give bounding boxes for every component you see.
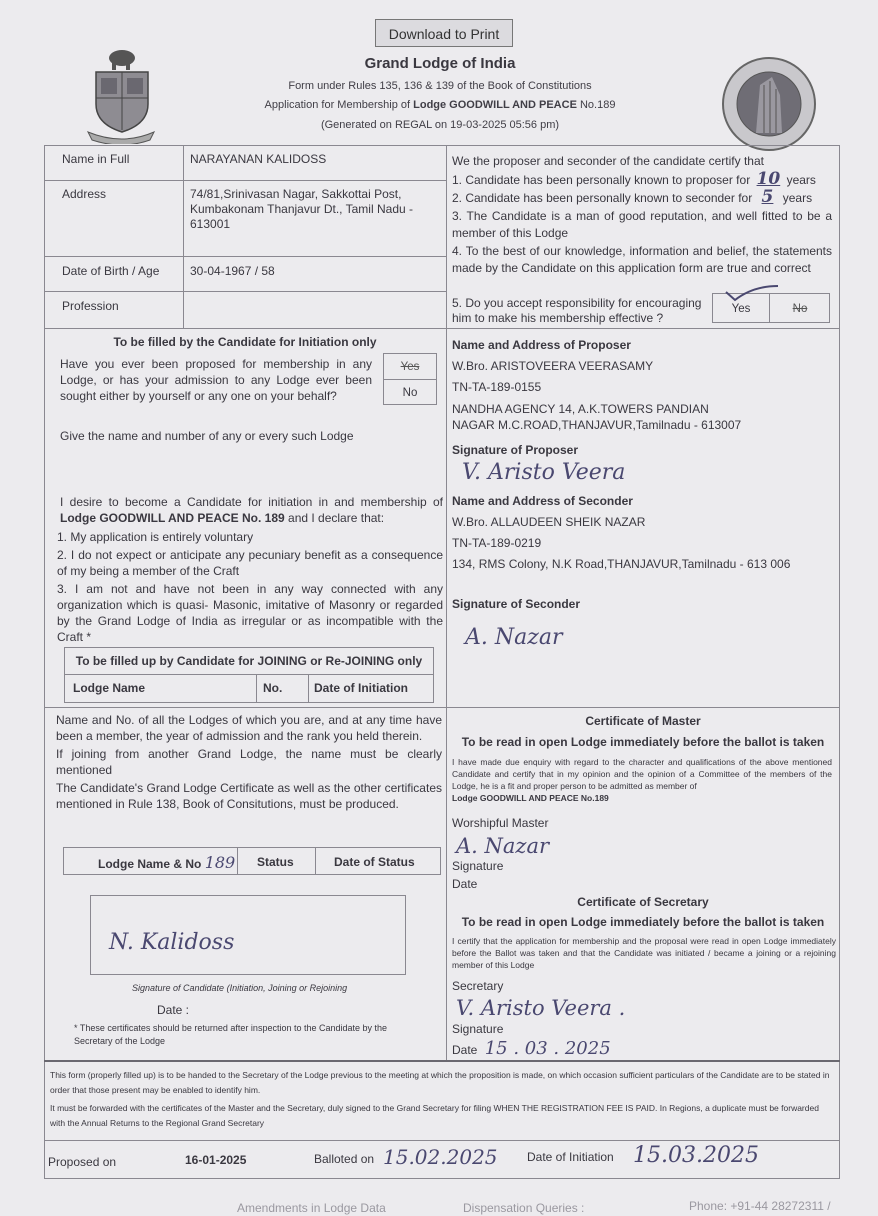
- initiation-yes-struck[interactable]: Yes: [400, 361, 420, 373]
- master-cert-title: Certificate of Master: [585, 714, 701, 728]
- certificates-footnote: * These certificates should be returned after inspection to the Candidate by the Secretary of the Lodge: [74, 1023, 388, 1046]
- desire-prefix: I desire to become a Candidate for initiation in and membership of: [60, 495, 443, 509]
- desire-suffix: and I declare that:: [284, 511, 385, 525]
- proposer-id: TN-TA-189-0155: [452, 380, 542, 394]
- secretary-cert-body: I certify that the application for membership and the proposal were read in open Lodge immediately before the Ballot was taken and that the Candidate was initiated / became a joining or a rejoining member of this Lodge: [452, 936, 836, 970]
- col-divider: [256, 674, 257, 702]
- col-date-status: Date of Status: [334, 855, 415, 869]
- secretary-date: [452, 1038, 611, 1059]
- rules-line: Form under Rules 135, 136 & 139 of the Book of Constitutions: [288, 80, 592, 92]
- col-status: Status: [257, 855, 294, 869]
- generated-line: (Generated on REGAL on 19-03-2025 05:56 pm): [320, 119, 560, 131]
- certificate-text: The Candidate's Grand Lodge Certificate as well as the other certificates mentioned in Rule 138, Book of Consitutions, must be produced.: [56, 781, 442, 811]
- another-grand-lodge-text: If joining from another Grand Lodge, the name must be clearly mentioned: [56, 747, 442, 777]
- certify-item-3: 3. The Candidate is a man of good reputation, and well fitted to be a member of this Lodge: [452, 208, 832, 240]
- responsibility-yes[interactable]: Yes: [731, 303, 751, 315]
- profession-label: Profession: [62, 299, 119, 313]
- footer-note-2: It must be forwarded with the certificates of the Master and the Secretary, duly signed to the Grand Secretary for filing WHEN THE REGISTRATION FEE IS PAID. In Regions, a duplicate must be forwarded with the Annual Returns to the Regional Grand Secretary: [50, 1103, 819, 1128]
- grand-lodge-crest-logo: [86, 46, 156, 144]
- date-of-initiation-value: 15.03.2025: [633, 1143, 759, 1168]
- secretary-signature: V. Aristo Veera .: [456, 996, 626, 1020]
- declaration-2: 2. I do not expect or anticipate any pecuniary benefit as a consequence of my being a member of the Craft: [57, 548, 443, 578]
- responsibility-no-struck[interactable]: No: [792, 303, 808, 315]
- proposer-address: NANDHA AGENCY 14, A.K.TOWERS PANDIAN NAGAR M.C.ROAD,THANJAVUR,Tamilnadu - 613007: [452, 402, 742, 432]
- address-label: Address: [62, 187, 107, 201]
- seconder-signature-label: Signature of Seconder: [452, 597, 581, 611]
- declaration-1: 1. My application is entirely voluntary: [57, 530, 254, 544]
- master-cert-subtitle: To be read in open Lodge immediately before the ballot is taken: [461, 735, 825, 749]
- dob-value: 30-04-1967 / 58: [190, 264, 275, 278]
- seconder-signature: A. Nazar: [465, 625, 563, 650]
- master-signature-label: Signature: [452, 859, 504, 873]
- proposed-on-value: 16-01-2025: [185, 1153, 247, 1167]
- seconder-section: [452, 494, 837, 572]
- joining-heading: To be filled up by Candidate for JOINING or Re-JOINING only: [75, 654, 423, 668]
- responsibility-choice: [712, 293, 830, 323]
- item1-text: 1. Candidate has been personally known to proposer for: [452, 172, 751, 187]
- joining-table: [64, 647, 434, 703]
- section-divider: [44, 1140, 840, 1141]
- col-divider: [237, 848, 238, 874]
- master-date-label: Date: [452, 877, 478, 891]
- candidate-date-label: Date :: [157, 1003, 190, 1017]
- master-signature: A. Nazar: [456, 834, 550, 858]
- application-prefix: Application for Membership of: [264, 99, 414, 111]
- proposed-on-label: Proposed on: [48, 1155, 117, 1169]
- signature-caption: Signature of Candidate (Initiation, Joining or Rejoining: [132, 983, 348, 993]
- seconder-name: W.Bro. ALLAUDEEN SHEIK NAZAR: [452, 515, 646, 529]
- initiation-question: Have you ever been proposed for membership in any Lodge, or has your admission to any Lodge ever been sought either by yourself or any one on your behalf?: [60, 357, 372, 403]
- page-title: Grand Lodge of India: [364, 55, 516, 72]
- declarations-list: [57, 529, 443, 645]
- col-date-initiation: Date of Initiation: [314, 681, 408, 695]
- item2-suffix: years: [782, 191, 813, 205]
- row-divider: [44, 291, 446, 292]
- certify-item-2: [452, 189, 832, 208]
- dispensation-queries-link[interactable]: Dispensation Queries :: [463, 1201, 585, 1215]
- footer-note-1: This form (properly filled up) is to be handed to the Secretary of the Lodge previous to the meeting at which the proposition is made, on which occasion sufficient particulars of the Candidate are to be stated in order that those present may be enabled to identify him.: [50, 1070, 830, 1095]
- choice-divider: [384, 379, 436, 380]
- master-cert-text: I have made due enquiry with regard to the character and qualifications of the above mentioned Candidate and certify that in my opinion and the opinion of a Committee of the members of the Lodge, he is a fit and proper person to be admitted as member of: [452, 757, 832, 791]
- item1-suffix: years: [786, 172, 816, 187]
- proposer-name: W.Bro. ARISTOVEERA VEERASAMY: [452, 359, 654, 373]
- address-value: 74/81,Srinivasan Nagar, Sakkottai Post, Kumbakonam Thanjavur Dt., Tamil Nadu - 613001: [190, 187, 413, 231]
- status-table: [63, 847, 441, 875]
- balloted-on-value: 15.02.2025: [383, 1145, 498, 1169]
- section-divider: [44, 1060, 840, 1062]
- certify-section: [452, 153, 832, 278]
- application-line: [200, 99, 680, 111]
- row-divider: [65, 674, 433, 675]
- seconder-years-value: 5: [761, 187, 774, 207]
- candidate-signature: N. Kalidoss: [109, 930, 235, 955]
- col-divider: [315, 848, 316, 874]
- initiation-choice: [383, 353, 437, 405]
- master-cert-lodge: Lodge GOODWILL AND PEACE No.189: [452, 793, 609, 803]
- balloted-on-label: Balloted on: [314, 1152, 375, 1166]
- secretary-signature-label: Signature: [452, 1022, 504, 1036]
- col-no: No.: [263, 681, 283, 695]
- row-divider: [44, 256, 446, 257]
- checkmark-icon: [723, 282, 783, 304]
- proposer-section: [452, 338, 837, 433]
- date-of-initiation-label: Date of Initiation: [527, 1150, 614, 1164]
- amendments-link[interactable]: Amendments in Lodge Data: [237, 1201, 386, 1215]
- col-divider: [308, 674, 309, 702]
- download-to-print-button[interactable]: Download to Print: [375, 19, 513, 47]
- candidate-signature-box: [90, 895, 406, 975]
- lodge-no-handwritten: 189: [204, 853, 236, 872]
- initiation-no[interactable]: No: [402, 387, 418, 399]
- seconder-id: TN-TA-189-0219: [452, 536, 542, 550]
- name-label: Name in Full: [62, 152, 130, 166]
- certify-item-5: 5. Do you accept responsibility for encouraging him to make his membership effective ?: [452, 296, 702, 325]
- seconder-heading: Name and Address of Seconder: [452, 494, 633, 508]
- joining-notes: [56, 712, 442, 812]
- lodge-name-no-label: Lodge Name & No: [98, 857, 202, 871]
- proposer-heading: Name and Address of Proposer: [452, 338, 631, 352]
- proposer-signature: V. Aristo Veera: [462, 460, 626, 485]
- name-value: NARAYANAN KALIDOSS: [190, 152, 327, 166]
- secretary-cert-subtitle: To be read in open Lodge immediately before the ballot is taken: [461, 915, 825, 929]
- proposer-signature-label: Signature of Proposer: [452, 443, 579, 457]
- initiation-heading: To be filled by the Candidate for Initiation only: [113, 335, 377, 349]
- master-cert-body: [452, 756, 832, 804]
- lodge-name: Lodge GOODWILL AND PEACE: [413, 99, 577, 111]
- certify-item-4: 4. To the best of our knowledge, information and belief, the statements made by the Candidate on this application form are true and correct: [452, 243, 832, 275]
- phone-text: Phone: +91-44 28272311 /: [689, 1199, 831, 1213]
- certify-intro: We the proposer and seconder of the candidate certify that: [452, 154, 764, 168]
- row-divider: [44, 180, 446, 181]
- lodges-text: Name and No. of all the Lodges of which you are, and at any time have been a member, the year of admission and the rank you held therein.: [56, 713, 442, 743]
- declaration-3: 3. I am not and have not been in any way connected with any organization which is quasi- Masonic, imitative of Masonry or regarded by the Grand Lodge of India as irregular or as incompatible with the Craft *: [57, 582, 443, 644]
- label-divider: [183, 145, 184, 328]
- col-lodge-name: Lodge Name: [73, 681, 146, 695]
- secretary-role: Secretary: [452, 979, 504, 993]
- desire-statement: [60, 494, 443, 526]
- proposer-years-value: 10: [756, 168, 781, 189]
- section-divider: [44, 328, 840, 329]
- give-name-text: Give the name and number of any or every such Lodge: [60, 429, 354, 443]
- col-lodge-name-no: [98, 855, 235, 872]
- secretary-date-value: 15 . 03 . 2025: [484, 1038, 611, 1059]
- desire-lodge: Lodge GOODWILL AND PEACE No. 189: [60, 511, 285, 525]
- footer-notes: [50, 1068, 835, 1131]
- secretary-date-label: Date: [452, 1043, 478, 1057]
- regional-grand-lodge-seal-logo: [720, 55, 818, 153]
- master-role: Worshipful Master: [452, 816, 549, 830]
- secretary-cert-title: Certificate of Secretary: [577, 895, 709, 909]
- dob-label: Date of Birth / Age: [62, 264, 160, 278]
- item2-text: 2. Candidate has been personally known to seconder for: [452, 191, 753, 205]
- seconder-address: 134, RMS Colony, N.K Road,THANJAVUR,Tamilnadu - 613 006: [452, 557, 791, 571]
- lodge-number: No.189: [576, 99, 616, 111]
- section-divider: [44, 707, 840, 708]
